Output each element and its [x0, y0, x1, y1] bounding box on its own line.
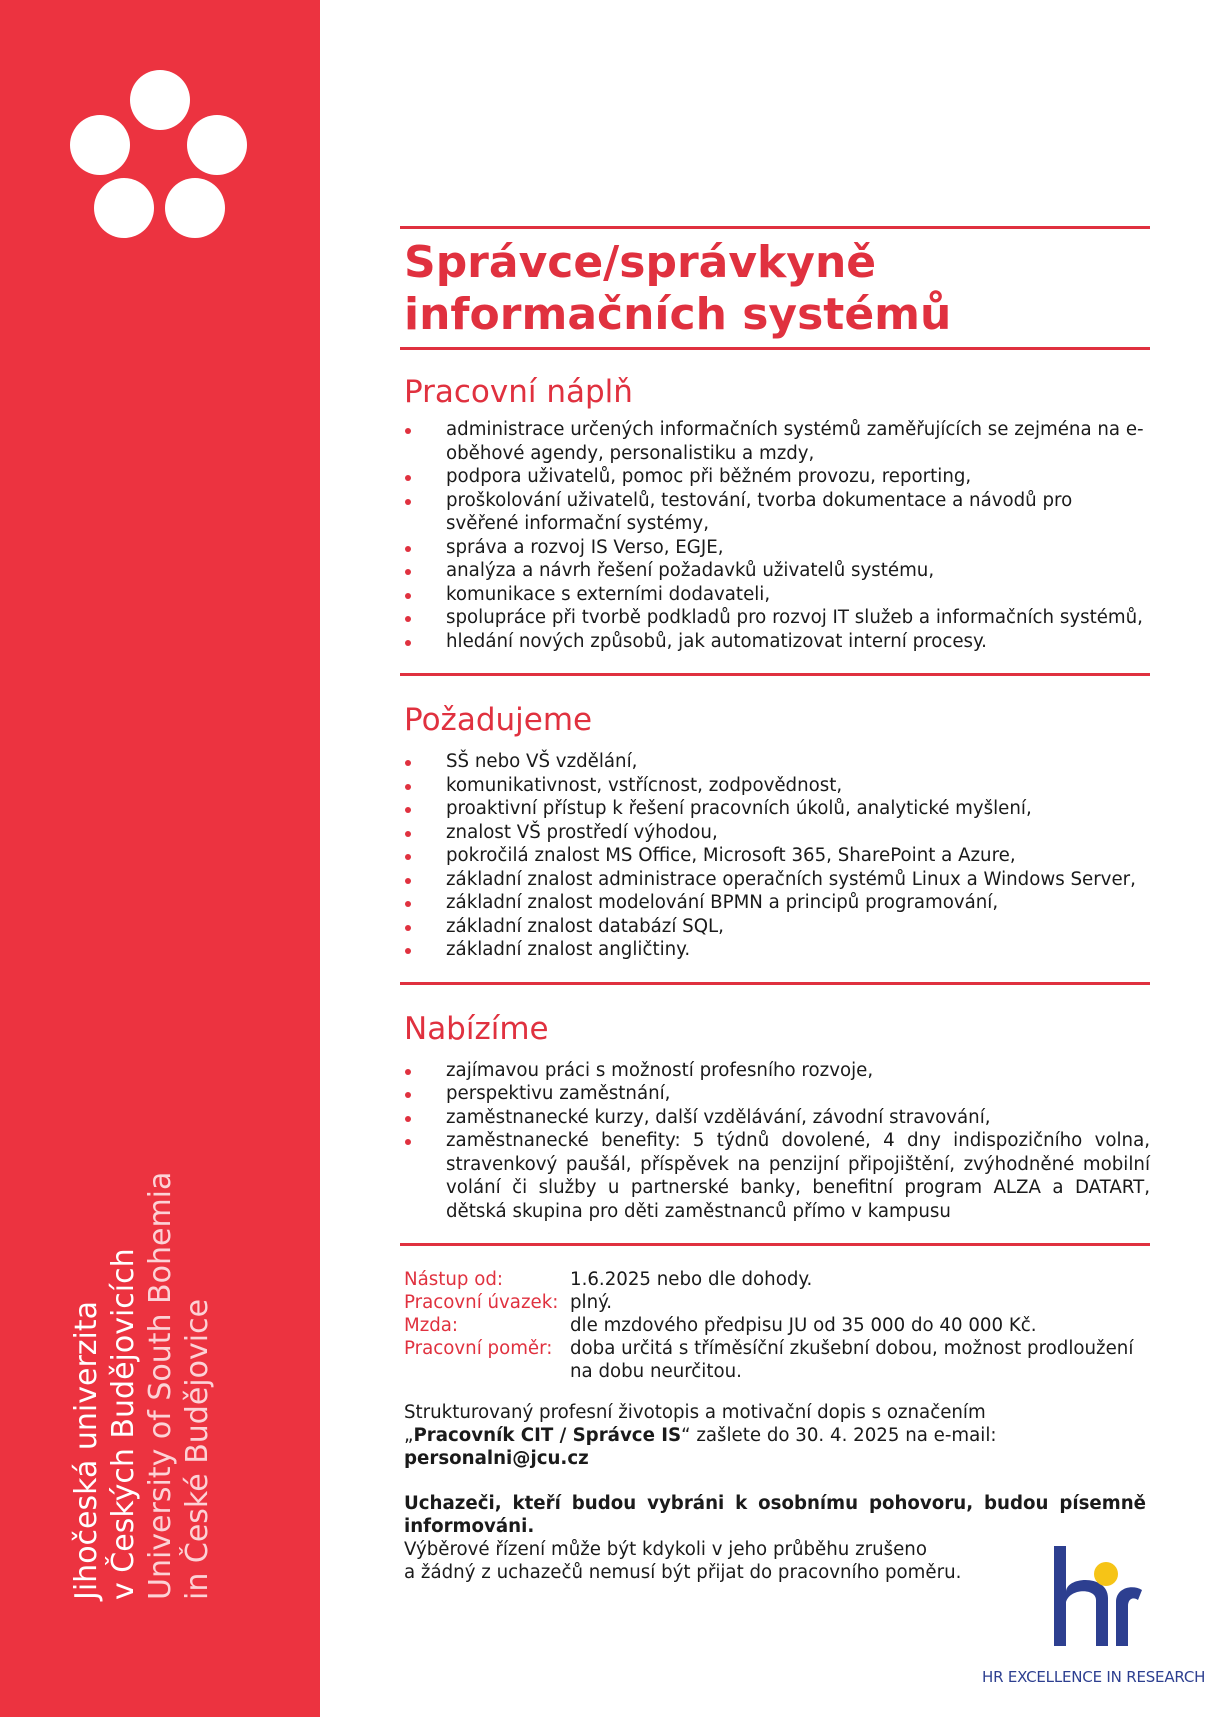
- fact-row: [404, 1337, 1146, 1383]
- job-facts: [404, 1268, 1146, 1383]
- list-item: základní znalost administrace operačních systémů Linux a Windows Server,: [404, 868, 1150, 892]
- list-item: proškolování uživatelů, testování, tvorba dokumentace a návodů pro svěřené informační systémy,: [404, 489, 1150, 536]
- quote-open: „: [404, 1425, 414, 1446]
- divider: [400, 226, 1150, 229]
- university-name-en-line2: in České Budějovice: [180, 1298, 215, 1600]
- page-title: [404, 237, 1146, 341]
- divider: [400, 347, 1150, 350]
- fact-row: [404, 1314, 1146, 1337]
- list-item: komunikativnost, vstřícnost, zodpovědnost,: [404, 774, 1150, 798]
- list-item: administrace určených informačních systémů zaměřujících se zejména na e-oběhové agendy, personalistiku a mzdy,: [404, 418, 1150, 465]
- fact-label: Pracovní poměr:: [404, 1338, 553, 1359]
- list-item: podpora uživatelů, pomoc při běžném provozu, reporting,: [404, 465, 1150, 489]
- list-item: zajímavou práci s možností profesního rozvoje,: [404, 1059, 1150, 1083]
- requirements-list: [404, 750, 1150, 962]
- list-item: zaměstnanecké benefity: 5 týdnů dovolené, 4 dny indispozičního volna, stravenkový paušál, příspěvek na penzijní připojištění, zvýhodněné mobilní volání či služby u partnerské banky, benefitní program ALZA a DATART, dětská skupina pro děti zaměstnanců přímo v kampusu: [404, 1129, 1150, 1223]
- university-name-cz-line2: v Českých Budějovicích: [106, 1248, 141, 1600]
- list-item: analýza a návrh řešení požadavků uživatelů systému,: [404, 559, 1150, 583]
- application-code: Pracovník CIT / Správce IS: [413, 1425, 682, 1446]
- notice: [404, 1492, 1146, 1584]
- fact-label: Nástup od:: [404, 1269, 504, 1290]
- list-item: perspektivu zaměstnání,: [404, 1082, 1150, 1106]
- hr-excellence-logo-icon: [1050, 1540, 1160, 1652]
- divider: [400, 673, 1150, 676]
- five-circles-logo-icon: [70, 70, 250, 245]
- hr-logo-caption: HR EXCELLENCE IN RESEARCH: [982, 1668, 1206, 1686]
- notice-bold: [404, 1492, 1146, 1538]
- list-item: pokročilá znalost MS Office, Microsoft 365, SharePoint a Azure,: [404, 844, 1150, 868]
- fact-value: plný.: [570, 1292, 613, 1313]
- notice-line2: a žádný z uchazečů nemusí být přijat do pracovního poměru.: [404, 1562, 962, 1583]
- university-name-cz-line1: Jihočeská univerzita: [69, 1300, 104, 1600]
- application-line1: Strukturovaný profesní životopis a motivační dopis s označením: [404, 1402, 986, 1423]
- fact-value: doba určitá s tříměsíční zkušební dobou, možnost prodloužení na dobu neurčitou.: [570, 1338, 1134, 1382]
- list-item: komunikace s externími dodavateli,: [404, 583, 1150, 607]
- list-item: základní znalost modelování BPMN a principů programování,: [404, 891, 1150, 915]
- application-middle: zašlete do 30. 4. 2025 na e-mail:: [690, 1425, 997, 1446]
- list-item: správa a rozvoj IS Verso, EGJE,: [404, 536, 1150, 560]
- title-line1: Správce/správkyně: [404, 237, 877, 288]
- list-item: základní znalost angličtiny.: [404, 938, 1150, 962]
- offer-heading: Nabízíme: [404, 1010, 549, 1047]
- fact-row: [404, 1268, 1146, 1291]
- job-posting: [400, 226, 1150, 1584]
- duties-list: [404, 418, 1150, 653]
- divider: [400, 1243, 1150, 1246]
- list-item: proaktivní přístup k řešení pracovních úkolů, analytické myšlení,: [404, 797, 1150, 821]
- notice-bold-text: Uchazeči, kteří budou vybráni k osobnímu pohovoru, budou písemně informováni.: [404, 1493, 1146, 1537]
- requirements-heading: Požadujeme: [404, 702, 593, 738]
- fact-value: dle mzdového předpisu JU od 35 000 do 40 000 Kč.: [570, 1315, 1037, 1336]
- fact-label: Mzda:: [404, 1315, 459, 1336]
- fact-row: [404, 1291, 1146, 1314]
- list-item: znalost VŠ prostředí výhodou,: [404, 821, 1150, 845]
- list-item: hledání nových způsobů, jak automatizovat interní procesy.: [404, 630, 1150, 654]
- email-link[interactable]: personalni@jcu.cz: [404, 1448, 589, 1469]
- title-line2: informačních systémů: [404, 289, 952, 340]
- fact-value: 1.6.2025 nebo dle dohody.: [570, 1269, 813, 1290]
- quote-close: “: [681, 1425, 691, 1446]
- offer-list: [404, 1059, 1150, 1224]
- fact-label: Pracovní úvazek:: [404, 1292, 559, 1313]
- university-name-en-line1: University of South Bohemia: [143, 1171, 178, 1600]
- application-line2: [404, 1424, 1146, 1470]
- list-item: SŠ nebo VŠ vzdělání,: [404, 750, 1150, 774]
- list-item: spolupráce při tvorbě podkladů pro rozvoj IT služeb a informačních systémů,: [404, 606, 1150, 630]
- list-item: zaměstnanecké kurzy, další vzdělávání, závodní stravování,: [404, 1106, 1150, 1130]
- application-instructions: [404, 1401, 1146, 1470]
- divider: [400, 982, 1150, 985]
- duties-heading: Pracovní náplň: [404, 374, 633, 410]
- list-item: základní znalost databází SQL,: [404, 915, 1150, 939]
- sidebar: [0, 0, 320, 1717]
- notice-line1: Výběrové řízení může být kdykoli v jeho průběhu zrušeno: [404, 1539, 927, 1560]
